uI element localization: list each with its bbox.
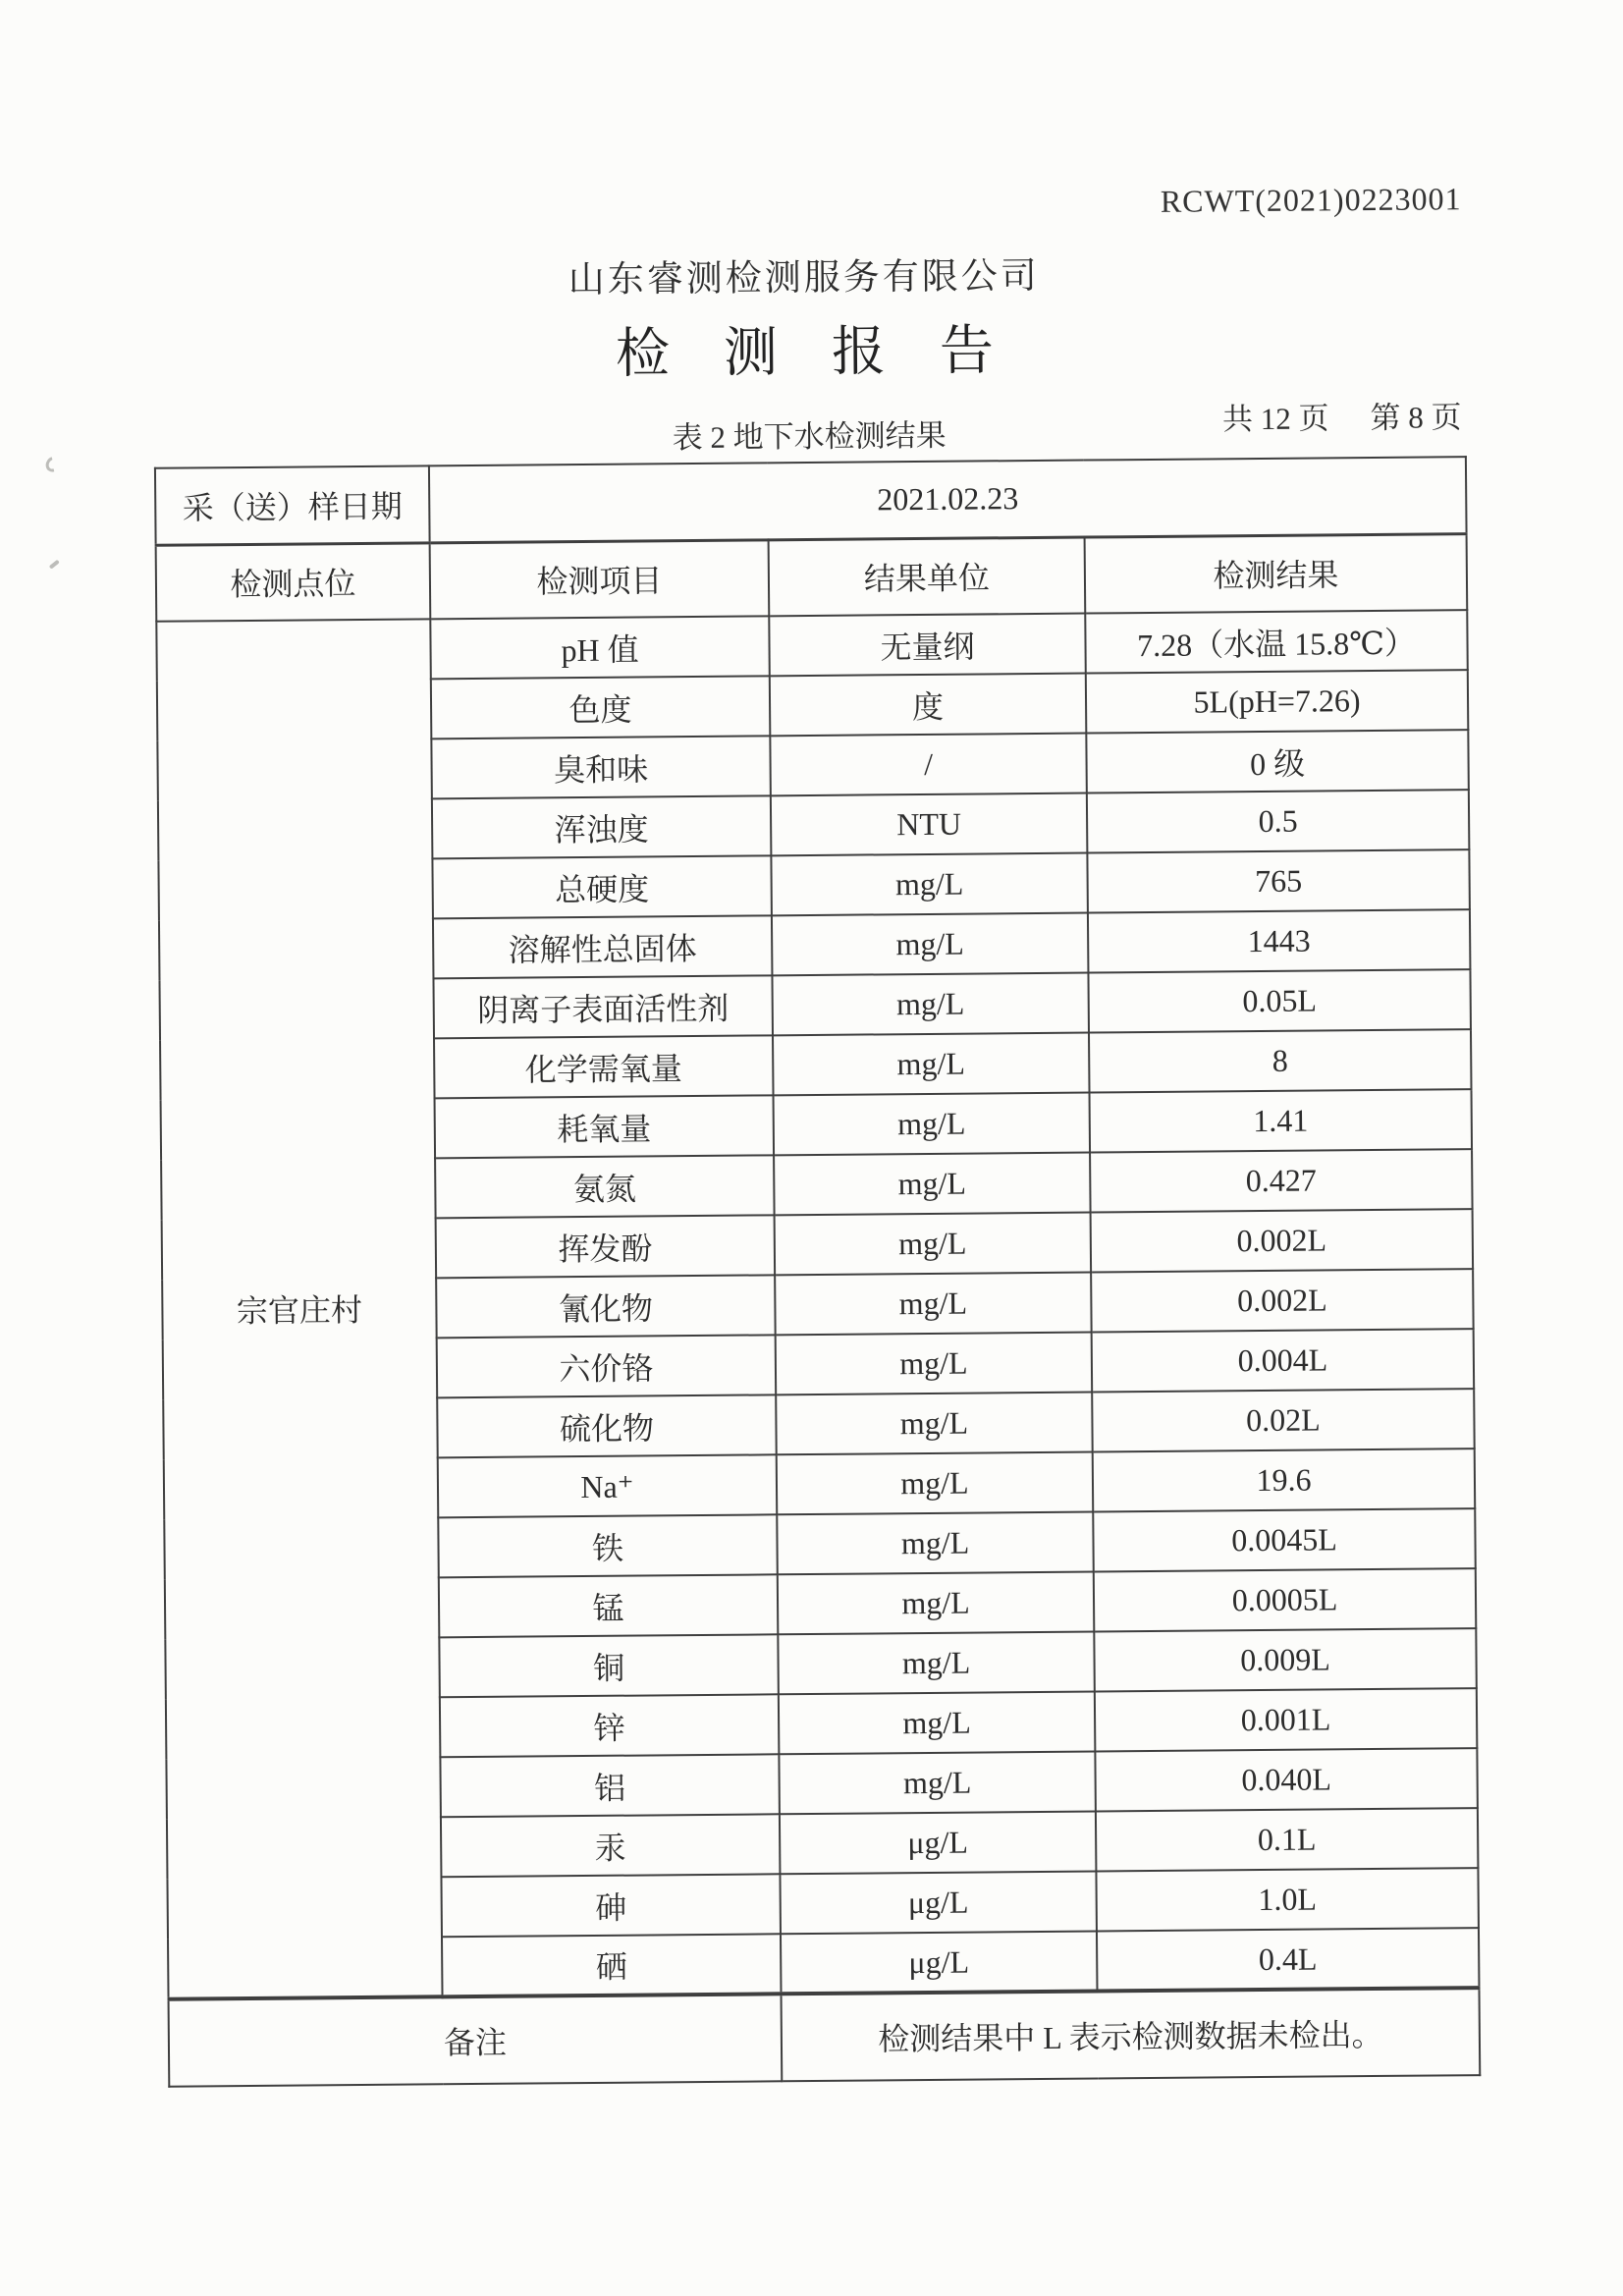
unit-cell: μg/L [781, 1931, 1098, 1994]
unit-cell: 度 [770, 674, 1087, 737]
scan-artifact [43, 454, 63, 474]
result-cell: 0.040L [1095, 1748, 1478, 1811]
unit-cell: mg/L [777, 1512, 1094, 1575]
pagination [1222, 392, 1462, 438]
unit-cell: μg/L [780, 1871, 1097, 1934]
result-cell: 0.002L [1091, 1209, 1474, 1272]
result-cell: 0.009L [1094, 1628, 1477, 1691]
unit-cell: mg/L [771, 853, 1088, 916]
result-cell: 0 级 [1086, 730, 1469, 793]
unit-cell: mg/L [779, 1751, 1096, 1814]
unit-cell: mg/L [776, 1333, 1093, 1395]
unit-cell: NTU [771, 793, 1088, 856]
report-number: RCWT(2021)0223001 [1160, 181, 1462, 219]
unit-cell: mg/L [774, 1153, 1091, 1216]
remark-label: 备注 [169, 1994, 783, 2086]
sample-date-row [155, 457, 1467, 545]
result-cell: 0.0045L [1093, 1508, 1476, 1571]
remark-text: 检测结果中 L 表示检测数据未检出。 [782, 1988, 1481, 2081]
item-cell: 臭和味 [431, 736, 771, 798]
result-cell: 0.004L [1092, 1329, 1475, 1392]
result-cell: 19.6 [1093, 1449, 1476, 1511]
header-row [156, 533, 1468, 622]
page-title: 检 测 报 告 [615, 320, 995, 384]
result-cell: 0.02L [1092, 1389, 1475, 1451]
unit-cell: mg/L [772, 973, 1089, 1036]
item-cell: 锌 [440, 1694, 780, 1757]
item-cell: 硫化物 [437, 1394, 777, 1457]
unit-cell: mg/L [776, 1393, 1093, 1455]
total-pages: 共 12 页 [1221, 401, 1329, 437]
results-table [154, 456, 1481, 2088]
item-cell: 色度 [431, 676, 771, 738]
item-cell: pH 值 [430, 616, 770, 679]
item-cell: 铜 [439, 1634, 779, 1697]
result-cell: 0.002L [1091, 1269, 1474, 1332]
unit-cell: mg/L [777, 1452, 1094, 1515]
unit-cell: mg/L [775, 1213, 1092, 1276]
item-cell: 氨氮 [435, 1155, 775, 1218]
col-header-result: 检测结果 [1085, 533, 1468, 613]
current-page: 第 8 页 [1370, 400, 1462, 436]
unit-cell: 无量纲 [769, 614, 1086, 677]
item-cell: 化学需氧量 [434, 1035, 774, 1098]
result-cell: 1.41 [1090, 1089, 1473, 1152]
result-cell: 0.0005L [1094, 1568, 1477, 1631]
item-cell: 浑浊度 [432, 795, 772, 858]
unit-cell: μg/L [780, 1811, 1097, 1874]
site-cell: 宗官庄村 [156, 619, 442, 1998]
result-cell: 8 [1089, 1029, 1472, 1092]
result-cell: 0.05L [1088, 969, 1471, 1032]
unit-cell: mg/L [778, 1572, 1095, 1635]
item-cell: 六价铬 [437, 1335, 777, 1397]
result-cell: 0.5 [1087, 790, 1470, 852]
company-name: 山东睿测检测服务有限公司 [568, 255, 1040, 301]
remark-row [169, 1988, 1481, 2087]
item-cell: 溶解性总固体 [433, 915, 773, 978]
unit-cell: mg/L [775, 1273, 1092, 1336]
item-cell: 耗氧量 [435, 1095, 775, 1158]
unit-cell: mg/L [779, 1692, 1096, 1755]
item-cell: 阴离子表面活性剂 [433, 975, 773, 1038]
result-cell: 1.0L [1096, 1868, 1479, 1931]
item-cell: 总硬度 [432, 855, 772, 918]
sample-date-value: 2021.02.23 [429, 457, 1467, 542]
result-cell: 7.28（水温 15.8℃） [1085, 610, 1468, 673]
result-cell: 765 [1087, 849, 1470, 912]
item-cell: 铝 [440, 1754, 780, 1817]
item-cell: 铁 [438, 1514, 778, 1577]
col-header-unit: 结果单位 [769, 537, 1086, 617]
sample-date-label: 采（送）样日期 [155, 465, 430, 544]
scan-artifact [49, 560, 60, 570]
item-cell: 氰化物 [436, 1275, 776, 1338]
result-cell: 0.427 [1090, 1149, 1473, 1212]
item-cell: 硒 [442, 1934, 782, 1996]
unit-cell: mg/L [778, 1632, 1095, 1695]
unit-cell: mg/L [772, 913, 1089, 976]
result-cell: 0.1L [1096, 1808, 1479, 1871]
item-cell: 锰 [439, 1574, 779, 1637]
result-cell: 1443 [1088, 909, 1471, 972]
unit-cell: mg/L [773, 1033, 1090, 1096]
item-cell: Na⁺ [438, 1454, 778, 1517]
col-header-item: 检测项目 [430, 539, 770, 619]
result-cell: 0.4L [1097, 1928, 1480, 1991]
unit-cell: / [770, 734, 1087, 796]
col-header-site: 检测点位 [156, 542, 431, 621]
unit-cell: mg/L [774, 1093, 1091, 1156]
item-cell: 汞 [441, 1814, 781, 1877]
result-cell: 5L(pH=7.26) [1086, 670, 1469, 733]
item-cell: 挥发酚 [436, 1215, 776, 1278]
result-cell: 0.001L [1095, 1688, 1478, 1751]
table-caption: 表 2 地下水检测结果 [672, 417, 947, 456]
item-cell: 砷 [441, 1874, 781, 1937]
